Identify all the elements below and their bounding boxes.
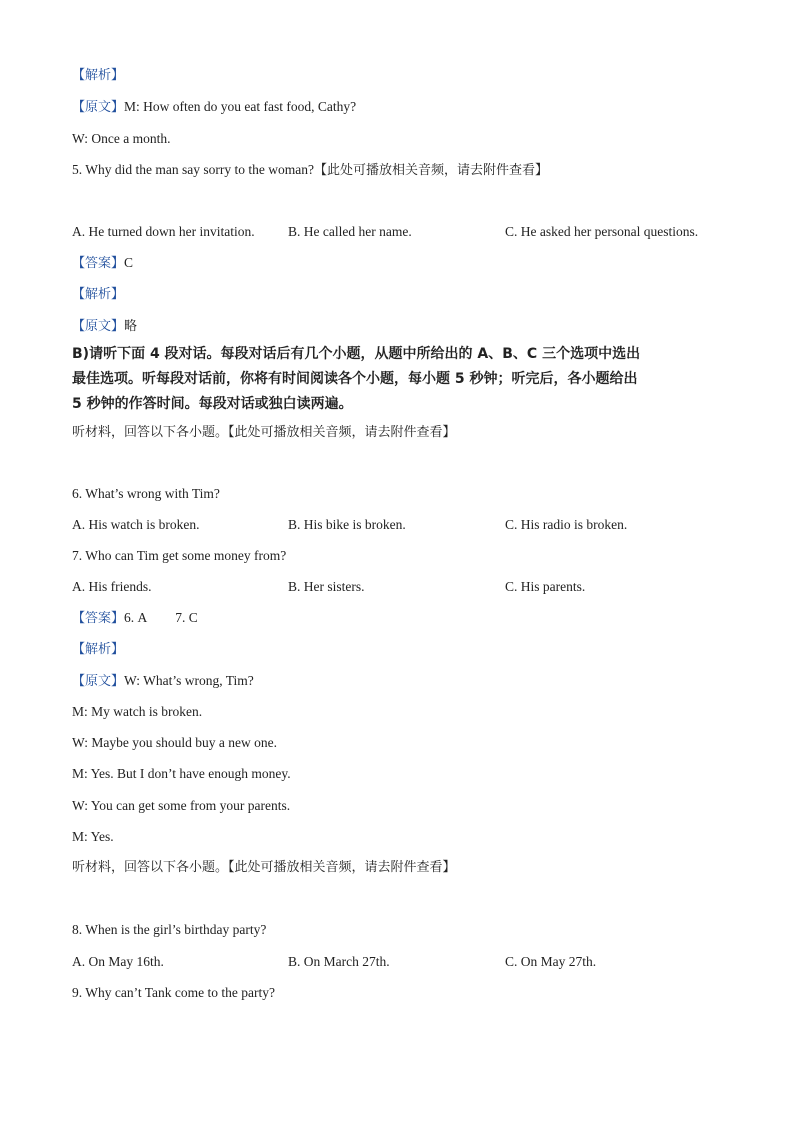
question-7: 7. Who can Tim get some money from? (72, 548, 287, 563)
dialogue-line: W: Once a month. (72, 131, 171, 146)
q5-answer (72, 254, 133, 273)
answer-7: 7. C (175, 610, 198, 625)
option-b: B. Her sisters. (288, 579, 365, 594)
option-a: A. On May 16th. (72, 954, 164, 969)
section-b-line1: B)请听下面 4 段对话。每段对话后有几个小题，从题中所给出的 A、B、C 三个选项中选出 (72, 346, 641, 362)
option-a: A. He turned down her invitation. (72, 224, 255, 239)
listen-intro: 听材料，回答以下各小题。 (72, 860, 229, 875)
dialogue-line (72, 672, 254, 691)
transcript-label: 【原文】 (72, 100, 125, 115)
listen-intro: 听材料，回答以下各小题。 (72, 425, 229, 440)
analysis-label: 【解析】 (72, 68, 125, 83)
dialogue-line: W: Maybe you should buy a new one. (72, 735, 277, 750)
option-a: A. His friends. (72, 579, 152, 594)
transcript-text: W: What’s wrong, Tim? (124, 673, 254, 688)
transcript-label: 【原文】 (72, 319, 125, 334)
transcript-line (72, 98, 356, 117)
answer-label: 【答案】 (72, 611, 125, 626)
answers-6-7 (72, 609, 198, 628)
section-b-line2: 最佳选项。听每段对话前，你将有时间阅读各个小题，每小题 5 秒钟；听完后，各小题给出 (72, 371, 638, 387)
listen-instruction (72, 424, 456, 442)
question-8: 8. When is the girl’s birthday party? (72, 922, 267, 937)
dialogue-line: M: Yes. But I don’t have enough money. (72, 766, 291, 781)
audio-note[interactable]: 【此处可播放相关音频，请去附件查看】 (313, 163, 548, 178)
answer-value: C (124, 255, 134, 270)
option-b: B. He called her name. (288, 224, 412, 239)
transcript-text: 略 (124, 319, 138, 334)
dialogue-line: M: Yes. (72, 829, 114, 844)
transcript-label: 【原文】 (72, 674, 125, 689)
audio-note[interactable]: 【此处可播放相关音频，请去附件查看】 (228, 425, 456, 440)
question-9: 9. Why can’t Tank come to the party? (72, 985, 275, 1000)
option-c: C. On May 27th. (505, 954, 597, 969)
option-c: C. His parents. (505, 579, 586, 594)
question-6: 6. What’s wrong with Tim? (72, 486, 220, 501)
dialogue-line: M: My watch is broken. (72, 704, 203, 719)
answer-6: 6. A (124, 610, 148, 625)
option-b: B. On March 27th. (288, 954, 390, 969)
option-a: A. His watch is broken. (72, 517, 200, 532)
option-c: C. He asked her personal questions. (505, 224, 699, 239)
transcript-text: M: How often do you eat fast food, Cathy? (124, 99, 357, 114)
option-b: B. His bike is broken. (288, 517, 406, 532)
q5-transcript (72, 317, 137, 336)
analysis-label: 【解析】 (72, 642, 125, 657)
question-5 (72, 161, 548, 180)
section-b-line3: 5 秒钟的作答时间。每段对话或独白读两遍。 (72, 396, 353, 412)
dialogue-line: W: You can get some from your parents. (72, 798, 291, 813)
option-c: C. His radio is broken. (505, 517, 628, 532)
listen-instruction (72, 859, 456, 877)
question-text: 5. Why did the man say sorry to the woman? (72, 162, 314, 177)
answer-label: 【答案】 (72, 256, 125, 271)
audio-note[interactable]: 【此处可播放相关音频，请去附件查看】 (228, 860, 456, 875)
analysis-label: 【解析】 (72, 287, 125, 302)
